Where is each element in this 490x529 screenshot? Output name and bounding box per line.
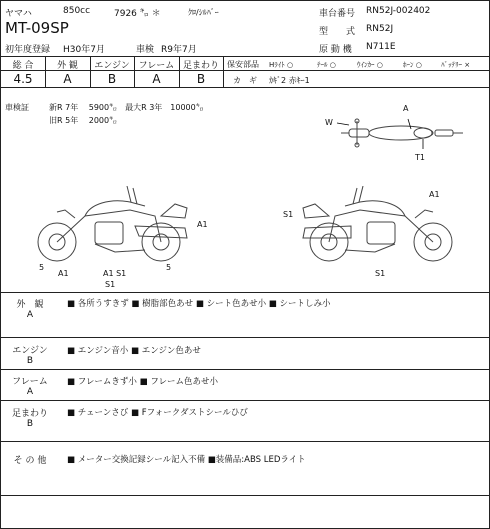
inspection-line1: 新R 7年 5900㌔ 最大R 3年 10000㌔ [49,103,204,112]
divider [1,369,490,370]
diag-top-a: A [403,104,409,113]
equip-winker: ｳｲﾝｶｰ ○ [357,61,383,69]
section-engine-text: ■ エンジン音小 ■ エンジン色あせ [67,346,201,356]
section-exterior-grade: A [26,310,34,320]
bike-top-view [331,111,471,161]
diag-left-5-left: 5 [39,263,45,272]
shaken-label: 車検 [136,45,155,55]
mileage: 7926 ㌔ ＊ [114,9,161,19]
equip-horn: ﾎｰﾝ ○ [403,61,422,69]
section-suspension-text: ■ チェーンさび ■ Fフォークダストシールひび [67,408,248,418]
section-engine-label: エンジン [12,346,48,356]
engine-value: N711E [366,42,396,52]
frame-no: RN52J-002402 [366,6,431,16]
divider [1,56,490,57]
equip-taillight: ﾃｰﾙ ○ [317,61,336,69]
divider [1,441,490,442]
section-suspension-grade: B [26,419,34,429]
divider [223,70,490,71]
type-label: 型 式 [319,27,356,37]
diag-left-a1-bottom: A1 [58,269,69,278]
grade-total: 4.5 [13,72,33,86]
grade-header-suspension: 足まわり [182,61,219,71]
section-exterior-text: ■ 各所うすきず ■ 樹脂部色あせ ■ シート色あせ小 ■ シートしみ小 [67,299,331,309]
section-engine-grade: B [26,356,34,366]
divider [1,87,490,88]
diag-left-s1: S1 [105,280,116,289]
equipment-label: 保安部品 [227,60,259,69]
section-suspension-label: 足まわり [11,409,48,419]
grade-header-total: 総 合 [12,61,34,71]
inspection-line2: 旧R 5年 2000㌔ [49,116,118,125]
engine-label: 原 動 機 [319,45,352,55]
divider [1,495,490,496]
type-value: RN52J [366,24,394,34]
section-frame-text: ■ フレームきず小 ■ フレーム色あせ小 [67,377,218,387]
grade-frame: A [152,72,161,86]
first-reg-label: 初年度登録 [5,45,51,55]
displacement: 850cc [63,6,91,16]
diag-right-s1-bottom: S1 [375,269,386,278]
inspection-label: 車検証 [5,103,29,112]
frame-no-label: 車台番号 [319,9,356,19]
diag-top-t1: T1 [415,153,425,162]
key-label: カ ギ [233,76,257,85]
section-frame-label: フレーム [12,377,48,387]
section-other-label: そ の 他 [13,456,47,466]
diag-left-a1s1: A1 S1 [103,269,127,278]
equip-battery: ﾊﾞｯﾃﾘｰ × [441,61,471,69]
divider [1,400,490,401]
diag-left-a1-right: A1 [197,220,208,229]
model-name: MT-09SP [5,19,69,37]
divider [1,337,490,338]
section-other-text: ■ メーター交換記録シール記入不備 ■装備品:ABS LEDライト [67,455,306,465]
diag-right-a1: A1 [429,190,440,199]
grade-exterior: A [63,72,72,86]
grade-header-exterior: 外 観 [57,61,78,71]
grade-engine: B [107,72,117,86]
bike-left-view [35,186,195,266]
color: ｸﾛ/ｼﾙﾊﾞｰ [188,8,219,17]
grade-header-frame: フレーム [138,61,175,71]
diag-left-5-right: 5 [166,263,172,272]
first-reg: H30年7月 [63,45,105,55]
diag-right-s1-left: S1 [283,210,294,219]
grade-header-engine: エンジン [94,61,130,71]
diag-top-w: W [325,118,333,127]
key-value: ｶｷﾞ2 赤ｷｰ1 [269,76,310,85]
shaken: R9年7月 [161,45,197,55]
section-exterior-label: 外 観 [16,300,44,310]
grade-suspension: B [196,72,206,86]
equip-headlight: Hﾗｲﾄ ○ [269,61,294,69]
section-frame-grade: A [26,387,34,397]
maker: ヤマハ [5,9,32,19]
divider [223,56,224,87]
divider [1,292,490,293]
